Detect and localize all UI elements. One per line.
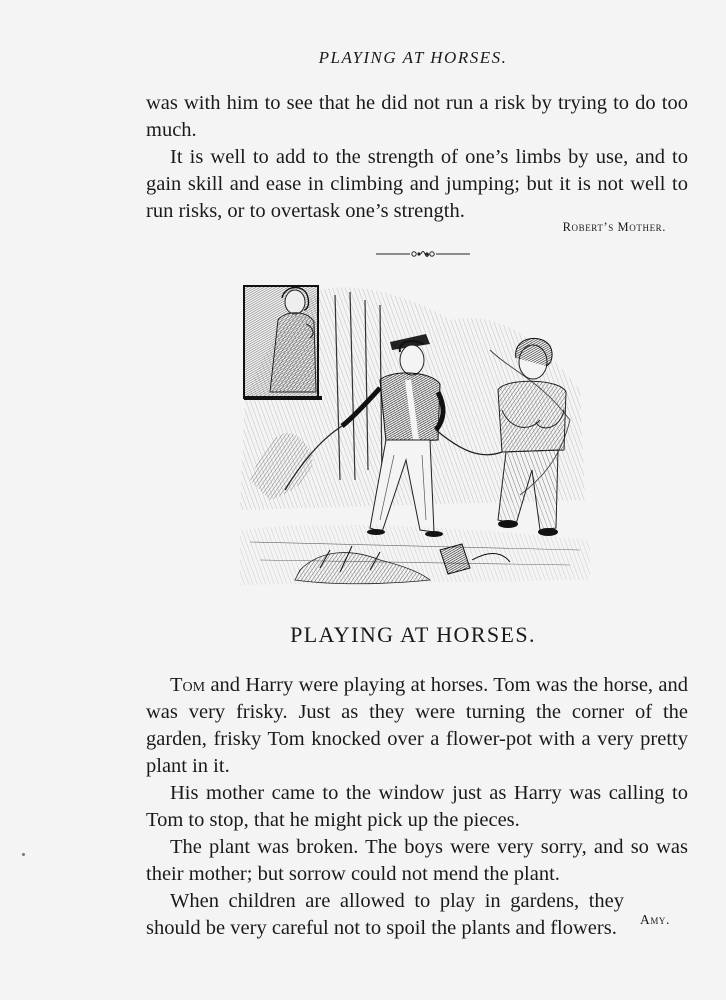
previous-story-paragraph-1: was with him to see that he did not run a risk by trying to do too much. xyxy=(146,92,688,141)
ornament-divider xyxy=(376,247,470,261)
story-text xyxy=(146,672,688,942)
previous-story-signature: Robert’s Mother. xyxy=(562,220,666,234)
story-paragraph-4: When children are allowed to play in gardens, they should be very careful not to spoil the plants and flowers. xyxy=(146,890,624,939)
story-first-word: Tom xyxy=(170,674,206,696)
story-paragraph-3: The plant was broken. The boys were very sorry, and so was their mother; but sorrow could not mend the plant. xyxy=(146,836,688,885)
running-head: PLAYING AT HORSES. xyxy=(318,48,508,67)
window-with-mother xyxy=(244,286,322,398)
story-paragraph-2: His mother came to the window just as Harry was calling to Tom to stop, that he might pick up the pieces. xyxy=(146,782,688,831)
previous-story-paragraph-2: It is well to add to the strength of one’s limbs by use, and to gain skill and ease in climbing and jumping; but it is not well to run risks, or to overtask one’s strength. xyxy=(146,146,688,222)
story-paragraph-1-text: and Harry were playing at horses. Tom was the horse, and was very frisky. Just as they were turning the corner of the garden, frisky Tom knocked over a flower-pot with a very pretty plant in it. xyxy=(146,674,688,777)
story-paragraph-1 xyxy=(146,672,688,780)
margin-speck xyxy=(22,853,25,856)
previous-story-text xyxy=(146,90,688,225)
story-title: PLAYING AT HORSES. xyxy=(290,622,536,647)
story-signature: Amy. xyxy=(639,912,670,927)
engraving-illustration xyxy=(240,280,590,600)
